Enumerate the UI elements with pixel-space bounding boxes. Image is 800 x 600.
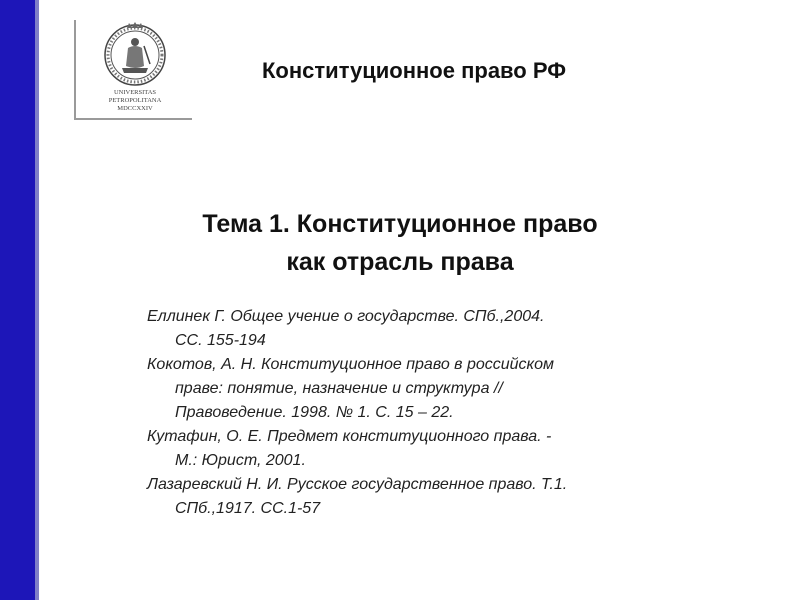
- university-seal-icon: [100, 20, 170, 118]
- logo-text-line-2: PETROPOLITANA: [108, 97, 162, 104]
- accent-bar-edge: [35, 0, 39, 600]
- logo-frame-line-horizontal: [74, 118, 192, 120]
- topic-title-line-2: как отрасль права: [286, 248, 514, 276]
- reference-line: праве: понятие, назначение и структура //: [175, 380, 503, 397]
- reference-item: [147, 305, 717, 353]
- page-title: Конституционное право РФ: [262, 58, 567, 83]
- reference-item: [147, 473, 717, 521]
- reference-line: Лазаревский Н. И. Русское государственное право. Т.1.: [147, 476, 568, 493]
- reference-line: СПб.,1917. СС.1-57: [175, 500, 321, 517]
- logo-text-line-3: MDCCXXIV: [117, 105, 153, 112]
- reference-line: Кутафин, О. Е. Предмет конституционного права. -: [147, 428, 552, 445]
- logo-frame-line-vertical: [74, 20, 76, 120]
- topic-title: [140, 205, 660, 281]
- reference-line: М.: Юрист, 2001.: [175, 452, 306, 469]
- topic-title-line-1: Тема 1. Конституционное право: [202, 210, 598, 238]
- accent-sidebar-bar: [0, 0, 35, 600]
- reference-list: [147, 305, 717, 521]
- reference-item: [147, 425, 717, 473]
- university-logo: [74, 20, 192, 120]
- reference-line: Правоведение. 1998. № 1. С. 15 – 22.: [175, 404, 454, 421]
- reference-line: Кокотов, А. Н. Конституционное право в российском: [147, 356, 554, 373]
- reference-line: Еллинек Г. Общее учение о государстве. СПб.,2004.: [147, 308, 545, 325]
- reference-line: СС. 155-194: [175, 332, 266, 349]
- reference-item: [147, 353, 717, 425]
- logo-text-line-1: UNIVERSITAS: [113, 89, 157, 96]
